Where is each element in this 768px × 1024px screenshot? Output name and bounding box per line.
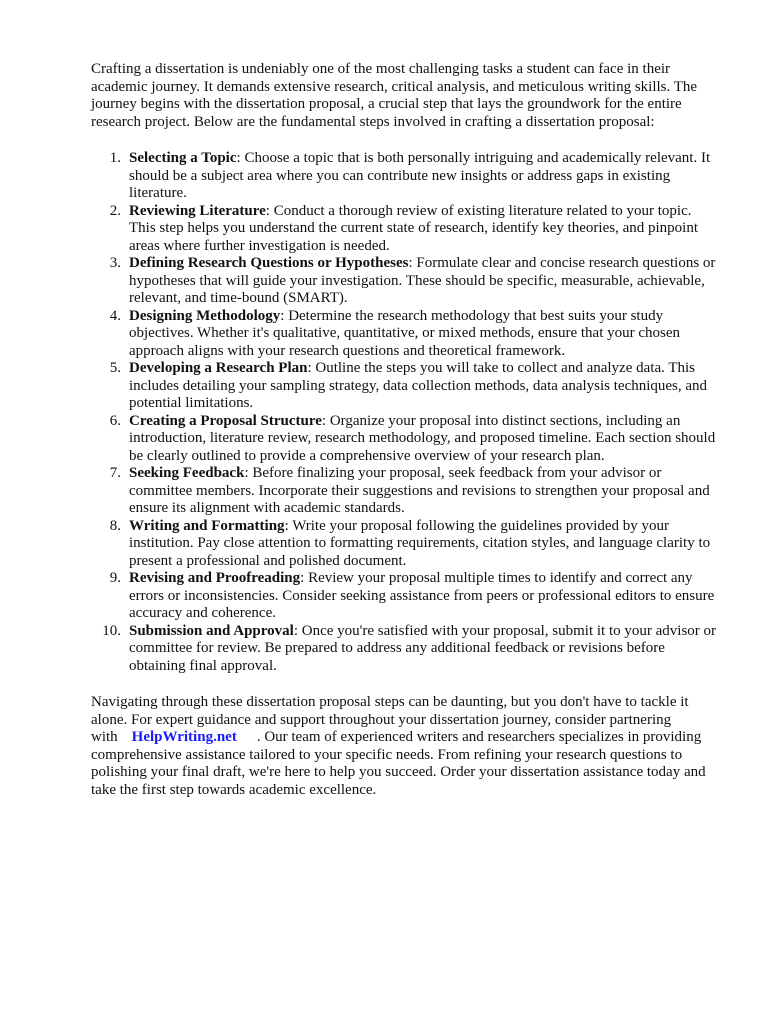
step-text: Write your proposal following the guidelines provided by your institution. Pay close attention to formatting requirements, citation styles, and language clarity to present a professional and polished document.	[129, 517, 711, 569]
step-number: 1.	[109, 150, 121, 166]
step-separator: :	[236, 150, 241, 166]
steps-list	[91, 150, 721, 675]
step-separator: :	[321, 412, 327, 429]
step-title: Defining Research Questions or Hypotheses	[129, 255, 409, 271]
step-number: 2.	[109, 202, 121, 219]
step-item	[91, 623, 721, 676]
step-text: Before finalizing your proposal, seek feedback from your advisor or committee members. Incorporate their suggestions and revisions to strengthen your proposal and ensure its alignment with academic standards.	[129, 465, 710, 516]
step-number: 10.	[102, 622, 121, 639]
intro-paragraph: Crafting a dissertation is undeniably one of the most challenging tasks a student can face in their academic journey. It demands extensive research, critical analysis, and meticulous writing skills. The journey begins with the dissertation proposal, a crucial step that lays the groundwork for the entire research project. Below are the fundamental steps involved in crafting a dissertation proposal:	[91, 61, 698, 130]
step-item	[91, 203, 721, 256]
step-title: Seeking Feedback	[129, 465, 245, 481]
step-separator: :	[265, 202, 270, 219]
step-text: Once you're satisfied with your proposal, submit it to your advisor or committee for review. Be prepared to address any additional feedback or revisions before obtaining final approval.	[129, 622, 717, 674]
step-title: Reviewing Literature	[129, 202, 266, 219]
outro-text-after: . Our team of experienced writers and researchers specializes in providing comprehensive assistance tailored to your specific needs. From refining your research questions to polishing your final draft, we're here to help you succeed. Order your dissertation assistance today and take the first step towards academic excellence.	[91, 729, 706, 798]
step-item	[91, 255, 721, 308]
step-number: 7.	[109, 465, 121, 481]
step-number: 6.	[109, 412, 121, 429]
step-title: Revising and Proofreading	[129, 570, 301, 586]
step-separator: :	[280, 307, 285, 324]
step-separator: :	[307, 360, 312, 376]
step-separator: :	[284, 517, 289, 534]
step-number: 4.	[109, 307, 121, 324]
step-text: Organize your proposal into distinct sections, including an introduction, literature review, research methodology, and proposed timeline. Each section should be clearly outlined to provide a comprehensive overview of your research plan.	[129, 412, 716, 464]
step-title: Designing Methodology	[129, 307, 281, 324]
step-separator: :	[244, 465, 249, 481]
document-page	[91, 61, 721, 799]
step-title: Developing a Research Plan	[129, 360, 308, 376]
step-title: Selecting a Topic	[129, 150, 237, 166]
outro-paragraph	[91, 694, 721, 799]
step-text: Determine the research methodology that best suits your study objectives. Whether it's qualitative, quantitative, or mixed methods, ensure that your chosen approach aligns with your research questions and theoretical framework.	[129, 307, 681, 359]
step-item	[91, 518, 721, 571]
step-title: Submission and Approval	[129, 622, 294, 639]
step-title: Creating a Proposal Structure	[129, 412, 322, 429]
step-separator: :	[300, 570, 305, 586]
step-item	[91, 360, 721, 413]
step-text: Choose a topic that is both personally intriguing and academically relevant. It should be a subject area where you can contribute new insights or address gaps in existing literature.	[129, 150, 711, 201]
step-item	[91, 150, 721, 203]
step-item	[91, 308, 721, 361]
step-number: 5.	[109, 360, 121, 376]
step-separator: :	[293, 622, 298, 639]
step-number: 3.	[109, 255, 121, 271]
step-item	[91, 465, 721, 518]
step-title: Writing and Formatting	[129, 517, 285, 534]
step-number: 8.	[109, 517, 121, 534]
step-number: 9.	[109, 570, 121, 586]
step-text: Outline the steps you will take to collect and analyze data. This includes detailing your sampling strategy, data collection methods, data analysis techniques, and potential limitations.	[129, 360, 708, 411]
helpwriting-link[interactable]: HelpWriting.net	[131, 729, 237, 745]
step-separator: :	[408, 255, 413, 271]
step-text: Conduct a thorough review of existing literature related to your topic. This step helps you understand the current state of research, identify key theories, and pinpoint areas where further investigation is needed.	[129, 202, 699, 254]
outro-text-before: Navigating through these dissertation proposal steps can be daunting, but you don't have to tackle it alone. For expert guidance and support throughout your dissertation journey, consider partnering with	[91, 694, 689, 745]
step-text: Review your proposal multiple times to identify and correct any errors or inconsistencies. Consider seeking assistance from peers or professional editors to ensure accuracy and coherence.	[129, 570, 715, 621]
step-item	[91, 413, 721, 466]
step-text: Formulate clear and concise research questions or hypotheses that will guide your investigation. These should be specific, measurable, achievable, relevant, and time-bound (SMART).	[129, 255, 716, 306]
step-item	[91, 570, 721, 623]
